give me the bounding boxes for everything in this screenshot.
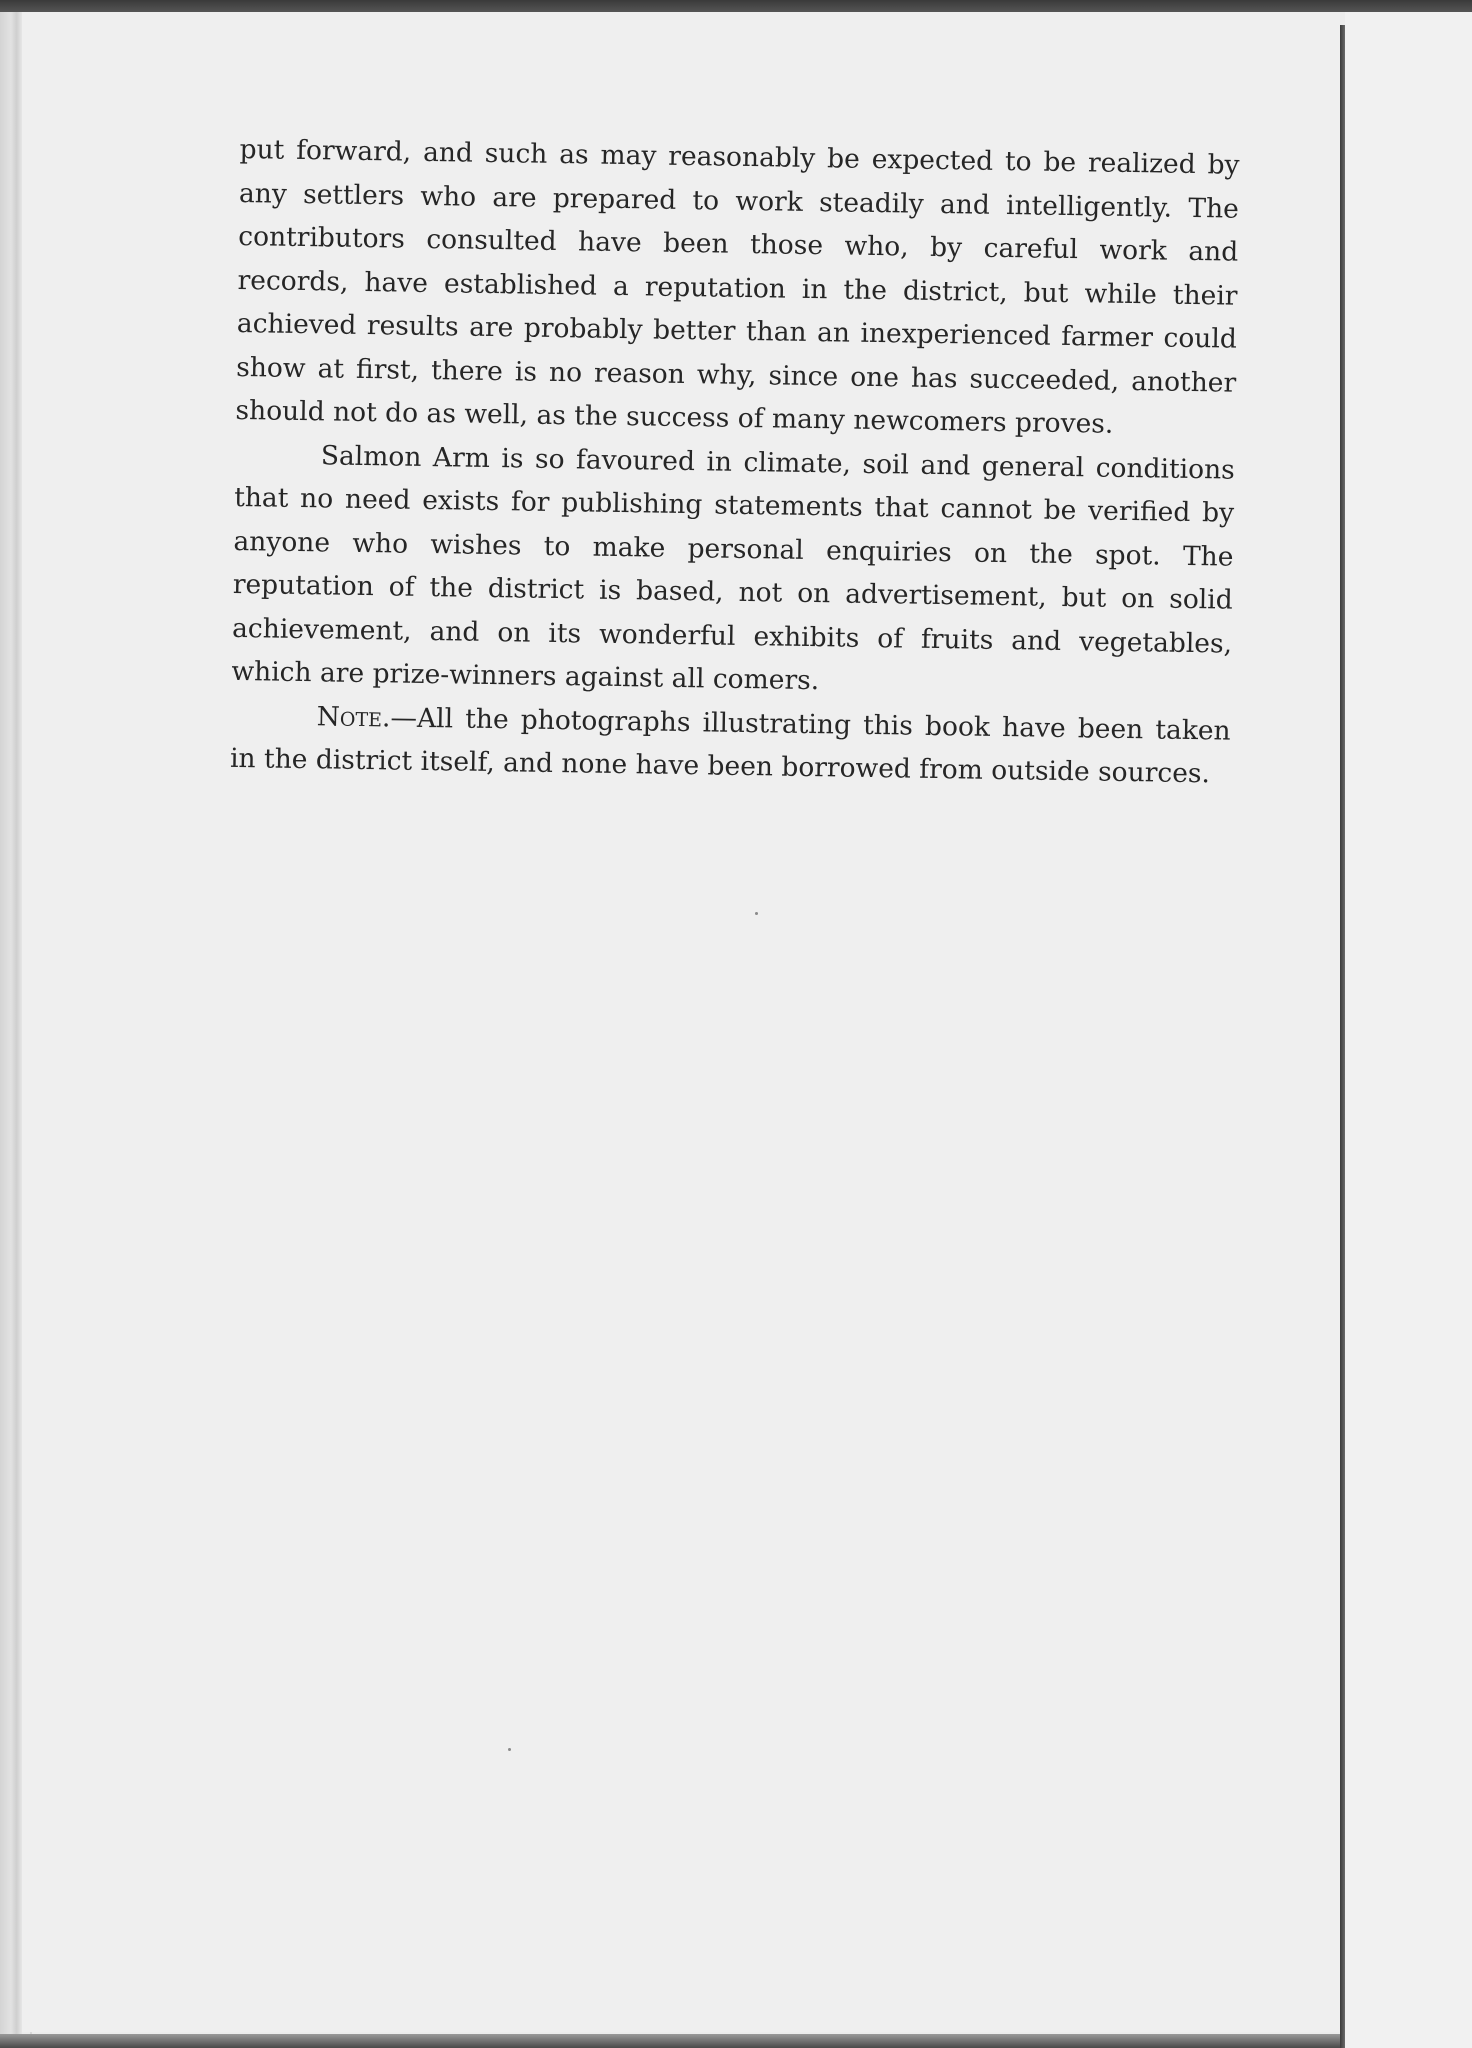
paragraph-continued: put forward, and such as may reasonably be expected to be realized by any settlers who are prepared to work steadily and intelligently. The contributors consulted have been those who, by careful work and records, have established a reputation in the district, but while their achieved results are probably better than an inexperienced farmer could show at first, there is no reason why, since one has succeeded, another should not do as well, as the success of many newcomers proves. — [235, 133, 1240, 440]
note-text: —All the photographs illustrating this book have been taken in the district itself, and none have been borrowed from outside sources. — [229, 701, 1231, 790]
page-stack-left-edge — [0, 12, 22, 2048]
facing-page-edge — [1345, 12, 1472, 2048]
paragraph-salmon-arm: Salmon Arm is so favoured in climate, soil and general conditions that no need exists for publishing statements that cannot be verified by anyone who wishes to make personal enquiries on the spot. The reputation of the district is based, not on advertisement, but on solid achievement, and on its wonderful exhibits of fruits and vegetables, which are prize-winners against all comers. — [231, 439, 1235, 697]
paper-speck — [755, 912, 758, 915]
scan-bottom-edge — [0, 2034, 1340, 2048]
note-paragraph — [230, 693, 1231, 796]
scan-top-edge — [0, 0, 1472, 12]
paper-speck — [508, 1748, 511, 1751]
note-label: Note. — [316, 700, 391, 733]
page-text — [230, 128, 1240, 796]
